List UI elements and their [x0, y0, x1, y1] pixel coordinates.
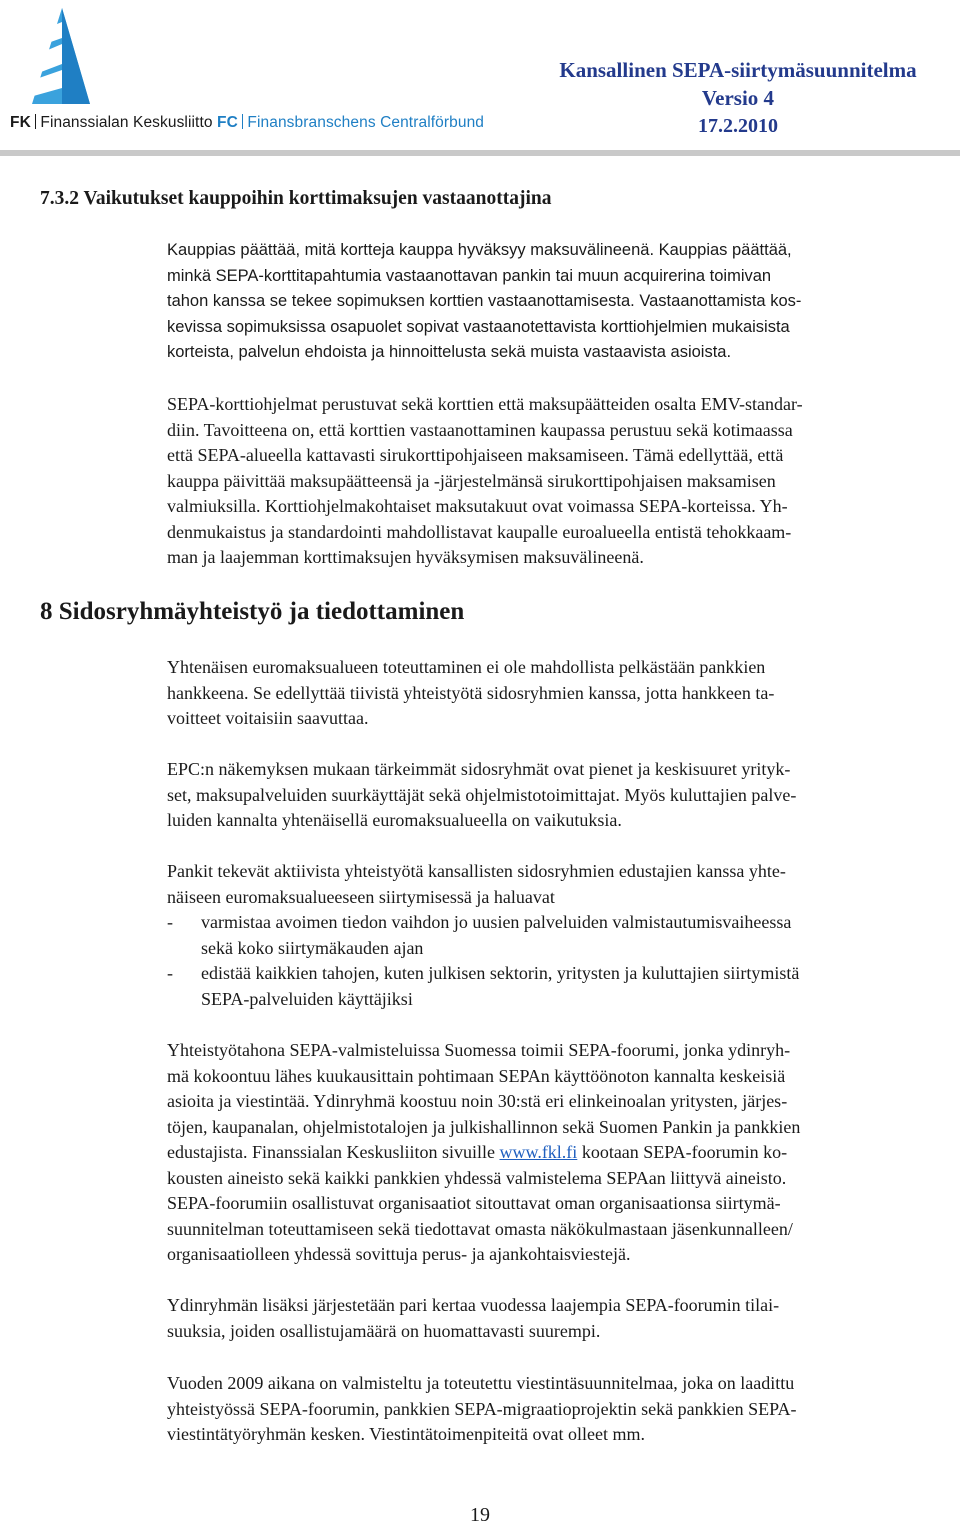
text-line: SEPA-korttiohjelmat perustuvat sekä korttien että maksupäätteiden osalta EMV-standar-	[167, 394, 803, 414]
org-name-sv: Finansbranschens Centralförbund	[247, 114, 485, 131]
text-line: kauppa päivittää maksupäätteensä ja -järjestelmänsä sirukorttipohjaisen maksamisen	[167, 470, 776, 491]
text-line: viestintätyöryhmän kesken. Viestintätoimenpiteitä ovat olleet mm.	[167, 1424, 645, 1444]
text-line: Ydinryhmän lisäksi järjestetään pari kertaa vuodessa laajempia SEPA-foorumin tilai-	[167, 1295, 780, 1315]
fkl-website-link[interactable]: www.fkl.fi	[499, 1142, 578, 1162]
paragraph	[167, 859, 927, 1012]
paragraph	[167, 238, 927, 366]
separator	[242, 114, 244, 129]
document-header	[528, 56, 948, 140]
list-item-continuation: sekä koko siirtymäkauden ajan	[201, 937, 424, 958]
text-line: kevissa sopimuksissa osapuolet sopivat vastaanotettavista korttiohjelmien mukaisista	[167, 317, 790, 336]
text-line: denmukaistus ja standardointi mahdollistavat kaupalle euroalueella entistä tehokkaam-	[167, 521, 792, 542]
text-line: EPC:n näkemyksen mukaan tärkeimmät sidosryhmät ovat pienet ja keskisuuret yrityk-	[167, 759, 791, 779]
text-line: suuksia, joiden osallistujamäärä on huomattavasti suurempi.	[167, 1320, 601, 1341]
text-line: Kauppias päättää, mitä kortteja kauppa hyväksyy maksuvälineenä. Kauppias päättää,	[167, 241, 792, 259]
page-number: 19	[470, 1504, 490, 1526]
text-line: kousten aineisto sekä kaikki pankkien yhdessä valmistelema SEPAan liittyvä aineisto.	[167, 1167, 787, 1188]
section-heading-8: 8 Sidosryhmäyhteistyö ja tiedottaminen	[40, 598, 465, 625]
text-fragment: kootaan SEPA-foorumin ko-	[577, 1142, 788, 1162]
section-heading-7-3-2: 7.3.2 Vaikutukset kauppoihin korttimaksujen vastaanottajina	[40, 188, 552, 209]
document-date: 17.2.2010	[698, 115, 778, 137]
text-line: suunnitelman toteuttamiseen sekä tiedottavat omasta näkökulmastaan jäsenkunnalleen/	[167, 1218, 793, 1239]
text-fragment: Vastaanottamista kos-	[634, 292, 802, 310]
text-line: luiden kannalta yhtenäisellä euromaksualueella on vaikutuksia.	[167, 810, 622, 830]
separator	[35, 114, 37, 129]
text-line: Yhteistyötahona SEPA-valmisteluissa Suomessa toimii SEPA-foorumi, jonka ydinryh-	[167, 1040, 791, 1060]
paragraph	[167, 757, 927, 834]
text-line: minkä SEPA-korttitapahtumia vastaanottavan pankin tai muun acquirerina toimivan	[167, 266, 772, 285]
text-line: töjen, kaupanalan, ohjelmistotalojen ja julkishallinnon sekä Suomen Pankin ja pankkien	[167, 1116, 801, 1137]
list-item-continuation: SEPA-palveluiden käyttäjiksi	[201, 988, 413, 1009]
organization-name	[10, 114, 484, 132]
text-line	[167, 289, 927, 315]
org-abbr-sv: FC	[217, 114, 238, 131]
text-line: Yhtenäisen euromaksualueen toteuttaminen ei ole mahdollista pelkästään pankkien	[167, 657, 766, 677]
text-line: mä kokoontuu lähes kuukausittain pohtimaan SEPAn käyttöönoton kannalta keskeisiä	[167, 1065, 786, 1086]
list-item-text: varmistaa avoimen tiedon vaihdon jo uusien palveluiden valmistautumisvaiheessa	[201, 912, 792, 932]
bullet-dash: -	[167, 963, 173, 983]
text-line: man ja laajemman korttimaksujen hyväksymisen maksuvälineenä.	[167, 547, 644, 567]
text-line: diin. Tavoitteena on, että korttien vastaanottaminen kaupassa perustuu sekä kotimaassa	[167, 419, 793, 440]
text-line: organisaatiolleen yhdessä sovittuja perus- ja ajankohtaisviestejä.	[167, 1244, 631, 1264]
header-divider	[0, 150, 960, 156]
list-item	[167, 910, 927, 936]
text-line: asioita ja viestintää. Ydinryhmä koostuu noin 30:stä eri elinkeinoalan yritysten, järjes-	[167, 1091, 788, 1111]
text-line: Vuoden 2009 aikana on valmisteltu ja toteutettu viestintäsuunnitelmaa, joka on laadittu	[167, 1373, 795, 1393]
paragraph	[167, 1293, 927, 1344]
text-line: SEPA-foorumiin osallistuvat organisaatiot sitouttavat oman organisaationsa siirtymä-	[167, 1193, 781, 1213]
text-line: yhteistyössä SEPA-foorumin, pankkien SEPA-migraatioprojektin sekä pankkien SEPA-	[167, 1398, 797, 1419]
paragraph	[167, 1371, 927, 1448]
text-line: hankkeena. Se edellyttää tiivistä yhteistyötä sidosryhmien kanssa, jotta hankkeen ta-	[167, 682, 775, 703]
bullet-dash: -	[167, 912, 173, 932]
list-item	[167, 961, 927, 987]
text-line: voitteet voitaisiin saavuttaa.	[167, 708, 369, 728]
paragraph	[167, 1038, 927, 1268]
text-line: näiseen euromaksualueeseen siirtymisessä ja haluavat	[167, 886, 555, 907]
list-item-text: edistää kaikkien tahojen, kuten julkisen sektorin, yritysten ja kuluttajien siirtymistä	[201, 963, 800, 983]
text-fragment: tahon kanssa se tekee sopimuksen korttien vastaanottamisesta.	[167, 292, 635, 310]
org-abbr-fi: FK	[10, 114, 31, 131]
text-line: korteista, palvelun ehdoista ja hinnoittelusta sekä muista vastaavista asioista.	[167, 343, 732, 361]
paragraph	[167, 392, 927, 571]
text-line: valmiuksilla. Korttiohjelmakohtaiset maksutakuut ovat voimassa SEPA-korteissa. Yh-	[167, 496, 788, 516]
text-line: että SEPA-alueella kattavasti sirukorttipohjaiseen maksamiseen. Tämä edellyttää, että	[167, 445, 784, 465]
text-line: set, maksupalveluiden suurkäyttäjät sekä ohjelmistotoimittajat. Myös kuluttajien palve-	[167, 784, 797, 805]
text-line	[167, 1140, 927, 1166]
document-title: Kansallinen SEPA-siirtymäsuunnitelma	[559, 58, 917, 82]
paragraph	[167, 655, 927, 732]
text-line: Pankit tekevät aktiivista yhteistyötä kansallisten sidosryhmien edustajien kanssa yhte-	[167, 861, 786, 881]
document-version: Versio 4	[701, 86, 775, 110]
text-fragment: edustajista. Finanssialan Keskusliiton sivuille	[167, 1142, 500, 1162]
fk-logo-icon	[10, 4, 110, 108]
org-name-fi: Finanssialan Keskusliitto	[40, 114, 213, 131]
